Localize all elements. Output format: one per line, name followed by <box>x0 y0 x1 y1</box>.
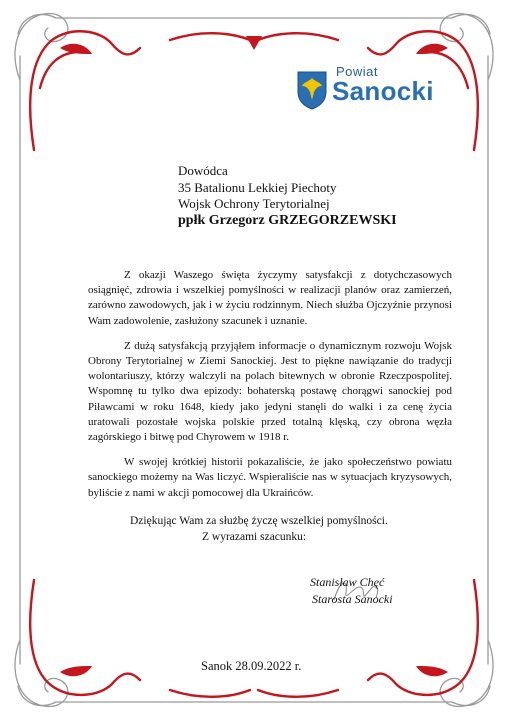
logo-text-small: Powiat <box>336 64 379 79</box>
letter-date: Sanok 28.09.2022 r. <box>201 659 302 673</box>
closing-line: Dziękując Wam za służbę życzę wszelkiej pomyślności. <box>130 515 388 527</box>
paragraph: W swojej krótkiej historii pokazaliście, że jako społeczeństwo powiatu sanockiego możemy na Was liczyć. Wspieraliście nas w sytuacjach kryzysowych, byliście z nami w akcji pomocowej dla Ukraińców. <box>88 456 452 499</box>
closing-line: Z wyrazami szacunku: <box>202 531 307 543</box>
signature-block <box>310 574 393 608</box>
coat-of-arms-icon <box>296 70 328 110</box>
paragraph: Z okazji Waszego święta życzymy satysfakcji z dotychczasowych osiągnięć, zdrowia i wszelkiej pomyślności w realizacji planów oraz zamierzeń, zarówno zawodowych, jak i w życiu rodzinnym. Niech służba Ojczyźnie przynosi Wam zadowolenie, zasłużony szacunek i uznanie. <box>88 269 452 327</box>
recipient-address <box>178 163 337 213</box>
address-line: 35 Batalionu Lekkiej Piechoty <box>178 179 337 195</box>
closing <box>130 513 388 545</box>
signature-title: Starosta Sanocki <box>312 592 393 606</box>
letter-body <box>88 268 452 511</box>
signature-name: Stanisław Chęć <box>310 575 385 589</box>
powiat-logo <box>296 64 456 116</box>
address-line: Dowódca <box>178 163 228 178</box>
logo-text-big: Sanocki <box>332 76 434 106</box>
paragraph: Z dużą satysfakcją przyjąłem informacje o dynamicznym rozwoju Wojsk Obrony Terytorialnej w Ziemi Sanockiej. Jest to piękne nawiązanie do tradycji wolontariuszy, którzy walczyli na polach bitewnych w obronie Rzeczpospolitej. Wspomnę tu tylko dwa epizody: bohaterską postawę chorągwi sanockiej pod Piławcami w roku 1648, kiedy jako jedyni stanęli do walki i za cenę życia uratowali pozostałe wojska polskie przed totalną klęską, czy obrona węzła zagórskiego i bitwę pod Chyrowem w 1918 r. <box>88 339 452 444</box>
address-line: Wojsk Ochrony Terytorialnej <box>178 196 330 211</box>
recipient-name: ppłk Grzegorz GRZEGORZEWSKI <box>178 213 397 228</box>
